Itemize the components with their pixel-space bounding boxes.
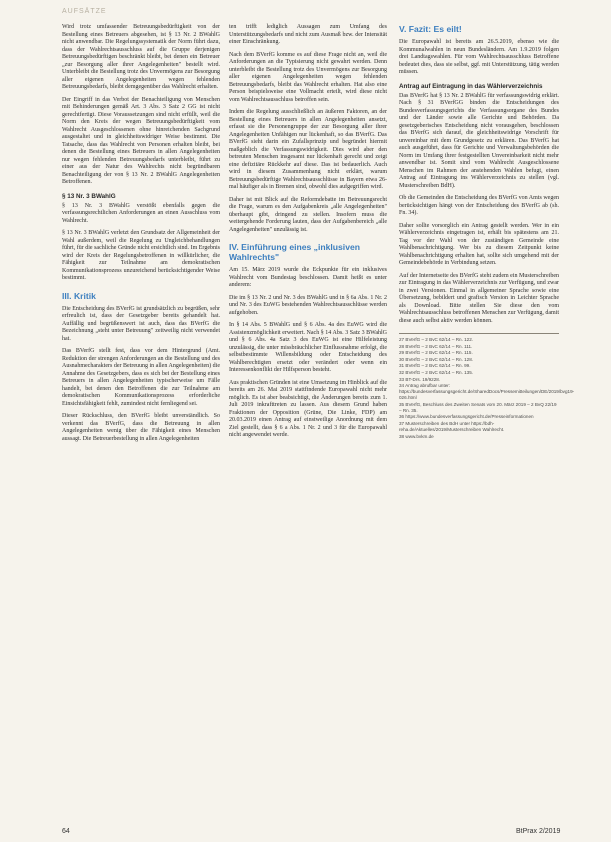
page-number: 64 <box>62 828 70 835</box>
section-heading-wahlrecht: IV. Einführung eines „inklusiven Wahlrechts" <box>229 242 361 262</box>
subheading: Antrag auf Eintragung in das Wählerverzeichnis <box>399 82 543 90</box>
footnote: 38 www.bvkm.de <box>399 433 434 439</box>
paragraph: Ob die Gemeinden die Entscheidung des BVerfG von Amts wegen berücksichtigen hängt von der Entscheidung des BVerfG ab (sh. Fn. 34). <box>399 195 559 216</box>
section-heading-kritik: III. Kritik <box>62 290 96 301</box>
footnote: 32 BVerfG – 2 BvC 62/14 – Rn. 135. <box>399 369 474 375</box>
footnote: 35 BVerfG, Beschluss des Zweiten Senats vom 20. März 2019 – 2 BvQ 22/19 – Rn. 35. <box>399 401 557 413</box>
footnotes <box>399 333 575 440</box>
section-rubric: AUFSÄTZE <box>62 8 107 15</box>
footnote: 36 https://www.bundesverfassungsgericht.de/Presseinformationen <box>399 414 534 420</box>
paragraph: Dieser Rückschluss, den BVerfG bleibt unverständlich. So verkennt das BVerfG, dass die Betreuung in allen Angelegenheiten wenig über die Fähigkeit eines Menschen aussagt. Die Betreuerbestellung in allen Angelegenheiten <box>62 413 220 442</box>
paragraph: Nach dem BVerfG komme es auf diese Frage nicht an, weil die Anforderungen an die Typisierung nicht gewahrt werden. Denn unterbleibt die Bestellung trotz des Unvermögens zur Besorgung aller eigenen Angelegenheiten wegen fehlenden Betreuungsbedarfs, bleibt das Wahlrecht erhalten. Hat also eine Person beispielsweise eine Vollmacht erteilt, wird diese nicht vom Wahlrechtsausschluss betroffen sein. <box>229 51 387 103</box>
paragraph: In § 14 Abs. 5 BWahlG und § 6 Abs. 4a des EuWG wird die Assistenzmöglichkeit erweitert. Nach § 14 Abs. 3 Satz 3 BWahlG und § 6 Abs. 4a Satz 3 des EuWG ist eine Hilfeleistung unzulässig, die unter missbräuchlicher Einflussnahme erfolgt, die selbstbestimmte Willensbildung oder Entscheidung des Wahlberechtigten ersetzt oder verändert oder wenn ein Interessenkonflikt der Hilfsperson besteht. <box>229 322 387 373</box>
paragraph: Daher ist mit Blick auf die Reformdebatte im Betreuungsrecht die Frage, warum es den Aufgabenkreis „alle Angelegenheiten" überhaupt gibt, dringend zu stellen. Insofern muss die weitergehende Forderung lauten, dass der Aufgabenbereich „alle Angelegenheiten" unzulässig ist. <box>229 196 387 233</box>
section-heading-fazit: V. Fazit: Es eilt! <box>399 24 462 34</box>
paragraph: Aus praktischen Gründen ist eine Umsetzung im Hinblick auf die bereits am 26. Mai 2019 stattfindende Europawahl nicht mehr möglich. Es ist aber beabsichtigt, die Änderungen bereits zum 1. Juli 2019 inkrafttreten zu lassen. Aus diesem Grund haben Fraktionen der Opposition (Grüne, Die Linke, FDP) am 20.03.2019 einen Antrag auf einstweilige Anordnung mit dem Ziel gestellt, dass § 6 a Abs. 1 Nr. 2 und 3 für die Europawahl nicht angewendet werde. <box>229 379 387 438</box>
paragraph: Das BVerfG hat § 13 Nr. 2 BWahlG für verfassungswidrig erklärt. Nach § 31 BVerfGG binden die Entscheidungen des Bundesverfassungsgerichts die Verfassungsorgane des Bundes und der Länder sowie alle Gerichte und Behörden. Da gesetzgeberisches Entscheidung nicht vorausgehen, beschlossen das BVerfG sich darauf, die gleichheitswidrige Vorschrift für unvereinbar mit dem Grundgesetz zu erklären. Das BVerfG hat auch ausgeführt, dass für Gerichte und Verwaltungsbehörden die Norm im Umfang ihrer festgestellten Unvereinbarkeit nicht mehr anwendbar ist. Somit sind vom Wahlrecht Ausgeschlossene Menschen im Rahmen der anstehenden Wahlen befugt, einen Antrag auf Eintragung ins Wählerverzeichnis zu stellen (vgl. Musterschreiben BdH). <box>399 92 559 189</box>
footnote: 37 Musterschreiben des BdH unter https://bdh-reha.de/Aktuelles/2019/Musterschreiben Wahlrecht. <box>399 420 505 432</box>
paragraph: Indem die Regelung ausschließlich an äußeren Faktoren, an der Bestellung eines Betreuers in allen Angelegenheiten ansetzt, erfasst sie die Personengruppe der zur Besorgung aller ihrer Angelegenheiten Unfähigen nur lückenhaft, so das BVerfG. Das BVerfG sieht darin ein Zufallsprinzip und begründet hiermit maßgeblich die Verfassungswidrigkeit. Dies wird aber den betreuten Menschen insgesamt nur lückenhaft gerecht und zeigt eine defizitäre Rückkehr auf diese. Das ist bedauerlich. Auch wird in diesem Zusammenhang nicht erklärt, warum Betreuungsbedürftige Wahlrechtsausschlüsse in Bayern etwa 26-mal häufiger als in Bremen sind, obwohl dies aufgegriffen wird. <box>229 109 387 190</box>
paragraph: Wird trotz umfassender Betreuungsbedürftigkeit von der Bestellung eines Betreuers abgesehen, ist § 13 Nr. 2 BWahlG nicht anwendbar. Die Regelungssystematik der Norm führt dazu, dass der Wahlrechtsausschluss auf die Gruppe derjenigen Betreuungsbedürftigen beschränkt bleibt, bei denen ein Betreuer „zur Besorgung aller ihrer Angelegenheiten" bestellt wird. Unterbleibt die Bestellung trotz des Unvermögens zur Besorgung aller eigenen Angelegenheiten wegen fehlenden Betreuungsbedarfs, bleibt demgegenüber das Wahlrecht erhalten. <box>62 24 220 90</box>
column-left <box>62 24 220 448</box>
paragraph: Das BVerfG stellt fest, dass vor dem Hintergrund (Amt. Reduktion der strengen Anforderungen an die Bestellung und des Ausnahmecharakters der Betreuung in allen Angelegenheiten) die Annahme des Gesetzgebers, dass es sich bei der Bestellung eines Betreuers in allen Angelegenheiten typischerweise um Fälle handelt, bei denen den Betroffenen die zur Teilnahme am demokratischen Kommunikationsprozess erforderliche Einsichtsfähigkeit fehlt, zumindest nicht fernliegend sei. <box>62 348 220 407</box>
paragraph: Auf der Internetseite des BVerfG steht zudem ein Musterschreiben zur Eintragung in das Wählerverzeichnis zur Verfügung, und zwar in zwei Versionen. Einmal in allgemeiner Sprache sowie eine Übersetzung, bebildert und grafisch Version in Leichter Sprache als Download. Bitte stellen Sie diese den vom Wahlrechtsausschluss betroffenen Menschen zur Verfügung, damit diese auch selbst aktiv werden können. <box>399 272 559 324</box>
footnote: 27 BVerfG – 2 BvC 62/14 – Rn. 122. <box>399 337 474 342</box>
footnote: 33 BT-Drs. 19/9228. <box>399 376 441 382</box>
subheading: § 13 Nr. 3 BWahlG <box>62 192 116 200</box>
paragraph: Am 15. März 2019 wurde die Eckpunkte für ein inklusives Wahlrecht vom Bundestag beschlossen. Damit heißt es unter anderem: <box>229 267 387 288</box>
paragraph: ten trifft lediglich Aussagen zum Umfang des Unterstützungsbedarfs und nicht zum Ausmaß bzw. der Intensität einer Einschränkung. <box>229 24 387 45</box>
footnote: 34 Antrag abrufbar unter: https://bundesverfassungsgericht.de/SharedDocs/Pressemitteilungen/DE/2019/bvg19-026.html <box>399 383 575 401</box>
paragraph: § 13 Nr. 3 BWahlG verletzt den Grundsatz der Allgemeinheit der Wahl außerdem, weil die Regelung zu Ungleichbehandlungen führt, für die sachliche Gründe nicht ersichtlich sind. Im Ergebnis wird der Kreis der Regelungsbetroffenen in willkürlicher, die Fähigkeit zur Teilnahme am demokratischen Kommunikationsprozess unzureichend berücksichtigender Weise bestimmt. <box>62 230 220 281</box>
paragraph: § 13 Nr. 3 BWahlG verstößt ebenfalls gegen die verfassungsrechtlichen Anforderungen an einen Ausschluss vom Wahlrecht. <box>62 202 220 224</box>
footnote: 28 BVerfG – 2 BvC 62/14 – Rn. 111. <box>399 343 473 349</box>
paragraph: Die im § 13 Nr. 2 und Nr. 3 des BWahlG und in § 6a Abs. 1 Nr. 2 und Nr. 3 des EuWG bestehenden Wahlrechtsausschlüsse werden aufgehoben. <box>229 294 387 316</box>
paragraph: Die Europawahl ist bereits am 26.5.2019, ebenso wie die Kommunalwahlen in neun Bundesländern. Am 1.9.2019 folgen drei Landtagswahlen. Für vom Wahlrechtsausschluss Betroffene bedeutet dies, dass sie selbst, ggf. mit Unterstützung, tätig werden müssen. <box>399 39 559 75</box>
paragraph: Daher sollte vorsorglich ein Antrag gestellt werden. Wer in ein Wählerverzeichnis eingetragen ist, erhält bis spätestens am 21. Tag vor der Wahl von der zuständigen Gemeinde eine Wahlbenachrichtigung. Wer bis zu diesem Zeitpunkt keine Wahlbenachrichtigung erhalten hat, sollte sich umgehend mit der Gemeindebehörde in Verbindung setzen. <box>399 222 559 266</box>
footnote: 29 BVerfG – 2 BvC 62/14 – Rn. 115. <box>399 350 473 356</box>
paragraph: Der Eingriff in das Verbot der Benachteiligung von Menschen mit Behinderungen gemäß Art. 3 Abs. 3 Satz 2 GG ist nicht gerechtfertigt. Diese Voraussetzungen sind nicht erfüllt, weil die Norm den Kreis der wegen Betreuungsbedürftigkeit vom Wahlrecht Ausgeschlossenen ohne hinreichenden Sachgrund ausgestaltet und in gleichheitswidriger Weise bestimmt. Die Tatsache, dass das Wahlrecht von Personen erhalten bleibt, bei denen die Bestellung eines Betreuers in allen Angelegenheiten nur wegen fehlenden Betreuungsbedarfs unterbleibt, führt zu einer aus der Natur des Wahlrechts nicht begründbaren Benachteiligung der von § 13 Nr. 2 BWahlG Angelegenheiten Betroffenen. <box>62 96 220 185</box>
column-right <box>399 24 575 440</box>
footnote: 30 BVerfG – 2 BvC 62/14 – Rn. 128. <box>399 356 474 362</box>
journal-issue: BtPrax 2/2019 <box>516 828 561 835</box>
footnote: 31 BVerfG – 2 BvC 62/14 – Rn. 99. <box>399 363 471 369</box>
paragraph: Die Entscheidung des BVerfG ist grundsätzlich zu begrüßen, sehr erfreulich ist, dass der Gesetzgeber bereits gehandelt hat. Auffällig und begrüßenswert ist auch, dass das BVerfG die Bezeichnung „steht unter Betreuung" zeitweilig nicht verwendet hat. <box>62 305 220 342</box>
column-middle <box>229 24 387 445</box>
